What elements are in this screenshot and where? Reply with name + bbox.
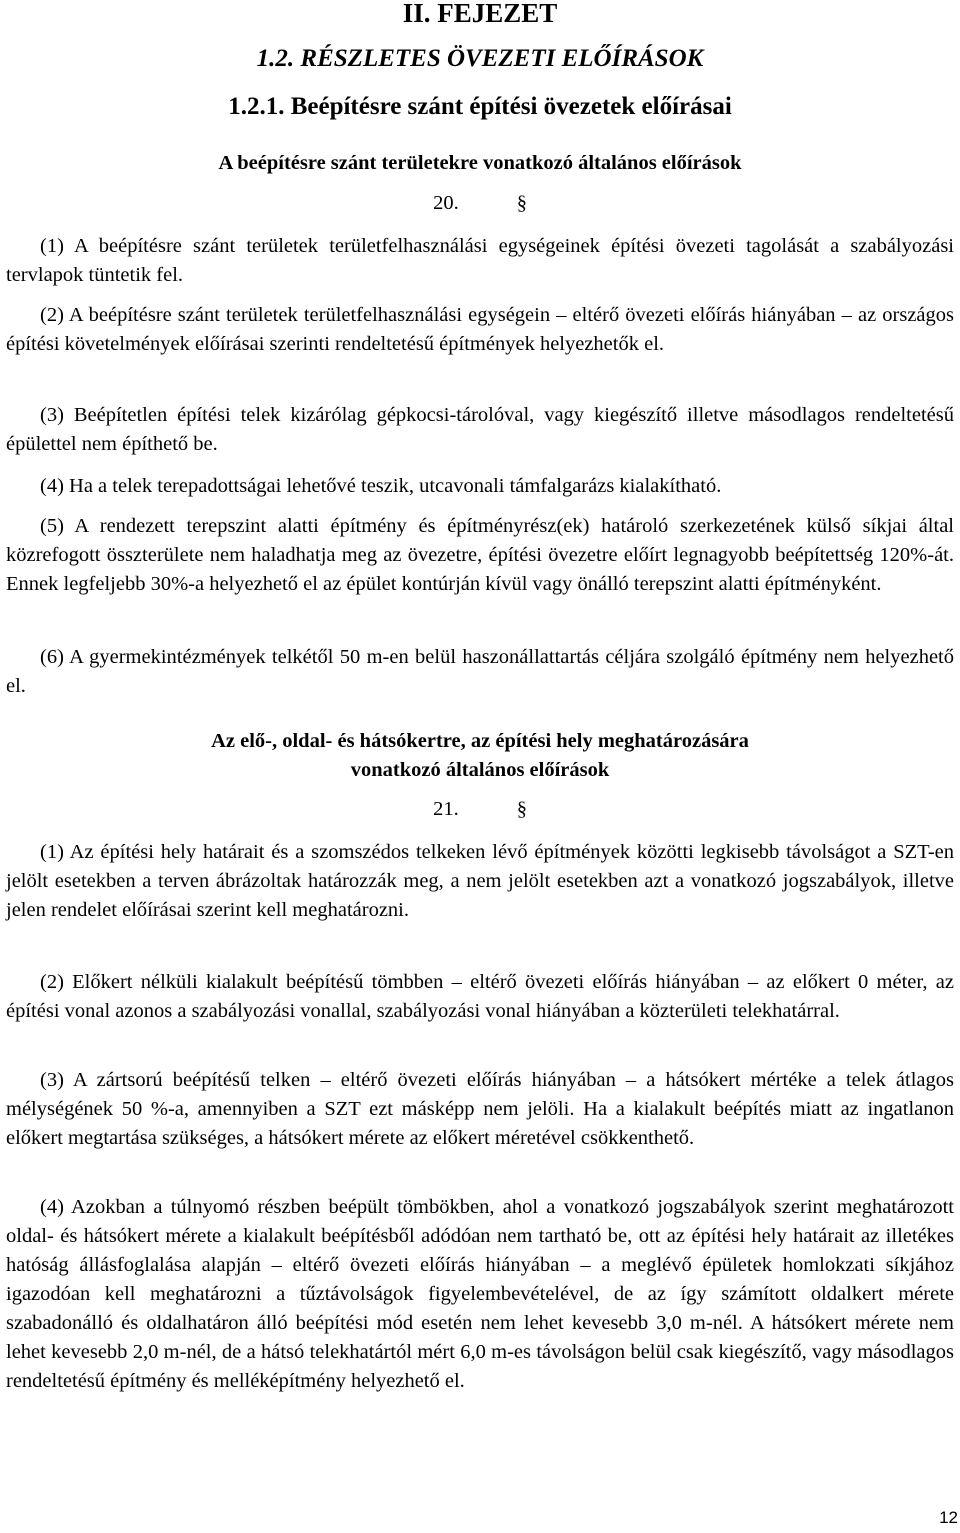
block1-paragraph-3: (3) Beépítetlen építési telek kizárólag gépkocsi-tárolóval, vagy kiegészítő illetve másodlagos rendeltetésű épülettel nem építhető be. — [6, 404, 954, 455]
block1-paragraph-4: (4) Ha a telek terepadottságai lehetővé teszik, utcavonali támfalgarázs kialakítható. — [40, 475, 722, 497]
chapter-title: II. FEJEZET — [402, 0, 558, 28]
paragraph-21-header — [6, 795, 954, 824]
block2-paragraph-1: (1) Az építési hely határait és a szomszédos telkeken lévő építmények közötti legkisebb távolságot a SZT-en jelölt esetekben a terven ábrázoltak határozzák meg, a nem jelölt esetekben azt a vonatkozó jogszabályok, illetve jelen rendelet előírásai szerint kell meghatározni. — [6, 841, 954, 921]
paragraph-number: 21. — [433, 798, 459, 820]
subsection-title: 1.2.1. Beépítésre szánt építési övezetek előírásai — [228, 93, 732, 120]
block2-paragraph-2: (2) Előkert nélküli kialakult beépítésű tömbben – eltérő övezeti előírás hiányában – az előkert 0 méter, az építési vonal azonos a szabályozási vonallal, szabályozási vonal hiányában a közterületi telekhatárral. — [6, 971, 954, 1022]
block2-heading-line2: vonatkozó általános előírások — [350, 759, 610, 781]
section-title: 1.2. RÉSZLETES ÖVEZETI ELŐÍRÁSOK — [256, 45, 704, 72]
section-symbol: § — [516, 192, 527, 214]
block1-paragraph-5: (5) A rendezett terepszint alatti építmény és építményrész(ek) határoló szerkezetének külső síkjai által közrefogott összterülete nem haladhatja meg az övezetre, építési övezetre előírt legnagyobb beépítettség 120%-át. Ennek legfeljebb 30%-a helyezhető el az épület kontúrján kívül vagy önálló terepszint alatti építményként. — [6, 515, 954, 595]
block1-paragraph-2: (2) A beépítésre szánt területek területfelhasználási egységein – eltérő övezeti előírás hiányában – az országos építési követelmények előírásai szerinti rendeltetésű építmények helyezhetők el. — [6, 304, 954, 355]
paragraph-number: 20. — [433, 192, 459, 214]
block1-paragraph-1: (1) A beépítésre szánt területek területfelhasználási egységeinek építési övezeti tagolását a szabályozási tervlapok tüntetik fel. — [6, 235, 954, 286]
block2-paragraph-4: (4) Azokban a túlnyomó részben beépült tömbökben, ahol a vonatkozó jogszabályok szerint meghatározott oldal- és hátsókert mérete a kialakult beépítésből adódóan nem tartható be, ott az építési hely határait az illetékes hatóság állásfoglalása alapján – eltérő övezeti előírás hiányában – a meglévő épületek homlokzati síkjához igazodóan kell meghatározni a tűztávolságok figyelembevételével, de az így számított oldalkert mérete szabadonálló és oldalhatáron álló beépítési mód esetén nem lehet kevesebb 3,0 m-nél. A hátsókert mérete nem lehet kevesebb 2,0 m-nél, de a hátsó telekhatártól mért 6,0 m-es távolságon belül csak kiegészítő, vagy másodlagos rendeltetésű építmény és melléképítmény helyezhető el. — [6, 1196, 954, 1392]
block1-paragraph-6: (6) A gyermekintézmények telkétől 50 m-en belül haszonállattartás céljára szolgáló építmény nem helyezhető el. — [6, 646, 954, 697]
block2-heading-line1: Az elő-, oldal- és hátsókertre, az építési hely meghatározására — [211, 730, 749, 752]
page-number: 12 — [939, 1508, 958, 1527]
paragraph-20-header — [6, 189, 954, 218]
block2-paragraph-3: (3) A zártsorú beépítésű telken – eltérő övezeti előírás hiányában – a hátsókert mértéke a telek átlagos mélységének 50 %-a, amennyiben a SZT ezt másképp nem jelöli. Ha a kialakult beépítés miatt az ingatlanon előkert megtartása szükséges, a hátsókert mérete az előkert méretével csökkenthető. — [6, 1069, 954, 1149]
block1-heading: A beépítésre szánt területekre vonatkozó általános előírások — [218, 152, 742, 174]
section-symbol: § — [516, 798, 527, 820]
